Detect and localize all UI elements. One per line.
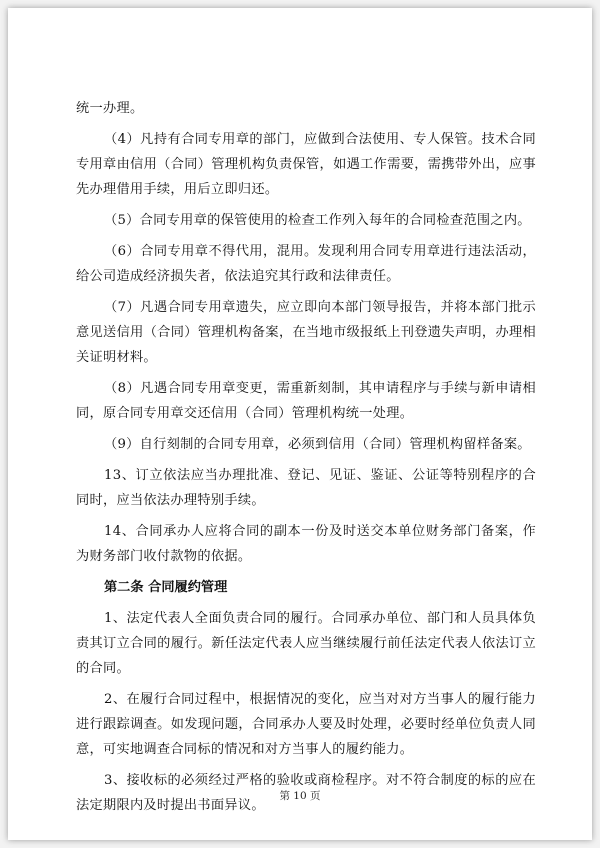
paragraph-6: （9）自行刻制的合同专用章，必须到信用（合同）管理机构留样备案。 [104,437,531,452]
section-paragraph-1: 1、法定代表人全面负责合同的履行。合同承办单位、部门和人员具体负责其订立合同的履行。新任法定代表人应当继续履行前任法定代表人依法订立的合同。 [76,611,536,676]
paragraph-1: （4）凡持有合同专用章的部门，应做到合法使用、专人保管。技术合同专用章由信用（合同）管理机构负责保管，如遇工作需要，需携带外出，应事先办理借用手续，用后立即归还。 [76,132,536,197]
paragraph-8: 14、合同承办人应将合同的副本一份及时送交本单位财务部门备案，作为财务部门收付款物的依据。 [76,524,536,564]
paragraph-3: （6）合同专用章不得代用，混用。发现利用合同专用章进行违法活动，给公司造成经济损失者，依法追究其行政和法律责任。 [76,244,536,284]
paragraph-2: （5）合同专用章的保管使用的检查工作列入每年的合同检查范围之内。 [104,213,531,228]
document-page [8,8,592,840]
section-paragraph-3: 3、接收标的必须经过严格的验收或商检程序。对不符合制度的标的应在法定期限内及时提出书面异议。 [76,773,536,813]
page-content [76,96,536,824]
page-number: 第 10 页 [279,790,321,802]
paragraph-4: （7）凡遇合同专用章遗失，应立即向本部门领导报告，并将本部门批示意见送信用（合同）管理机构备案，在当地市级报纸上刊登遗失声明，办理相关证明材料。 [76,300,536,365]
paragraph-5: （8）凡遇合同专用章变更，需重新刻制，其申请程序与手续与新申请相同，原合同专用章交还信用（合同）管理机构统一处理。 [76,381,536,421]
section-heading: 第二条 合同履约管理 [104,580,228,595]
section-paragraph-2: 2、在履行合同过程中，根据情况的变化，应当对对方当事人的履行能力进行跟踪调查。如发现问题，合同承办人要及时处理，必要时经单位负责人同意，可实地调查合同标的情况和对方当事人的履约能力。 [76,692,536,757]
paragraph-7: 13、订立依法应当办理批准、登记、见证、鉴证、公证等特别程序的合同时，应当依法办理特别手续。 [76,468,536,508]
paragraph-0: 统一办理。 [76,101,144,116]
